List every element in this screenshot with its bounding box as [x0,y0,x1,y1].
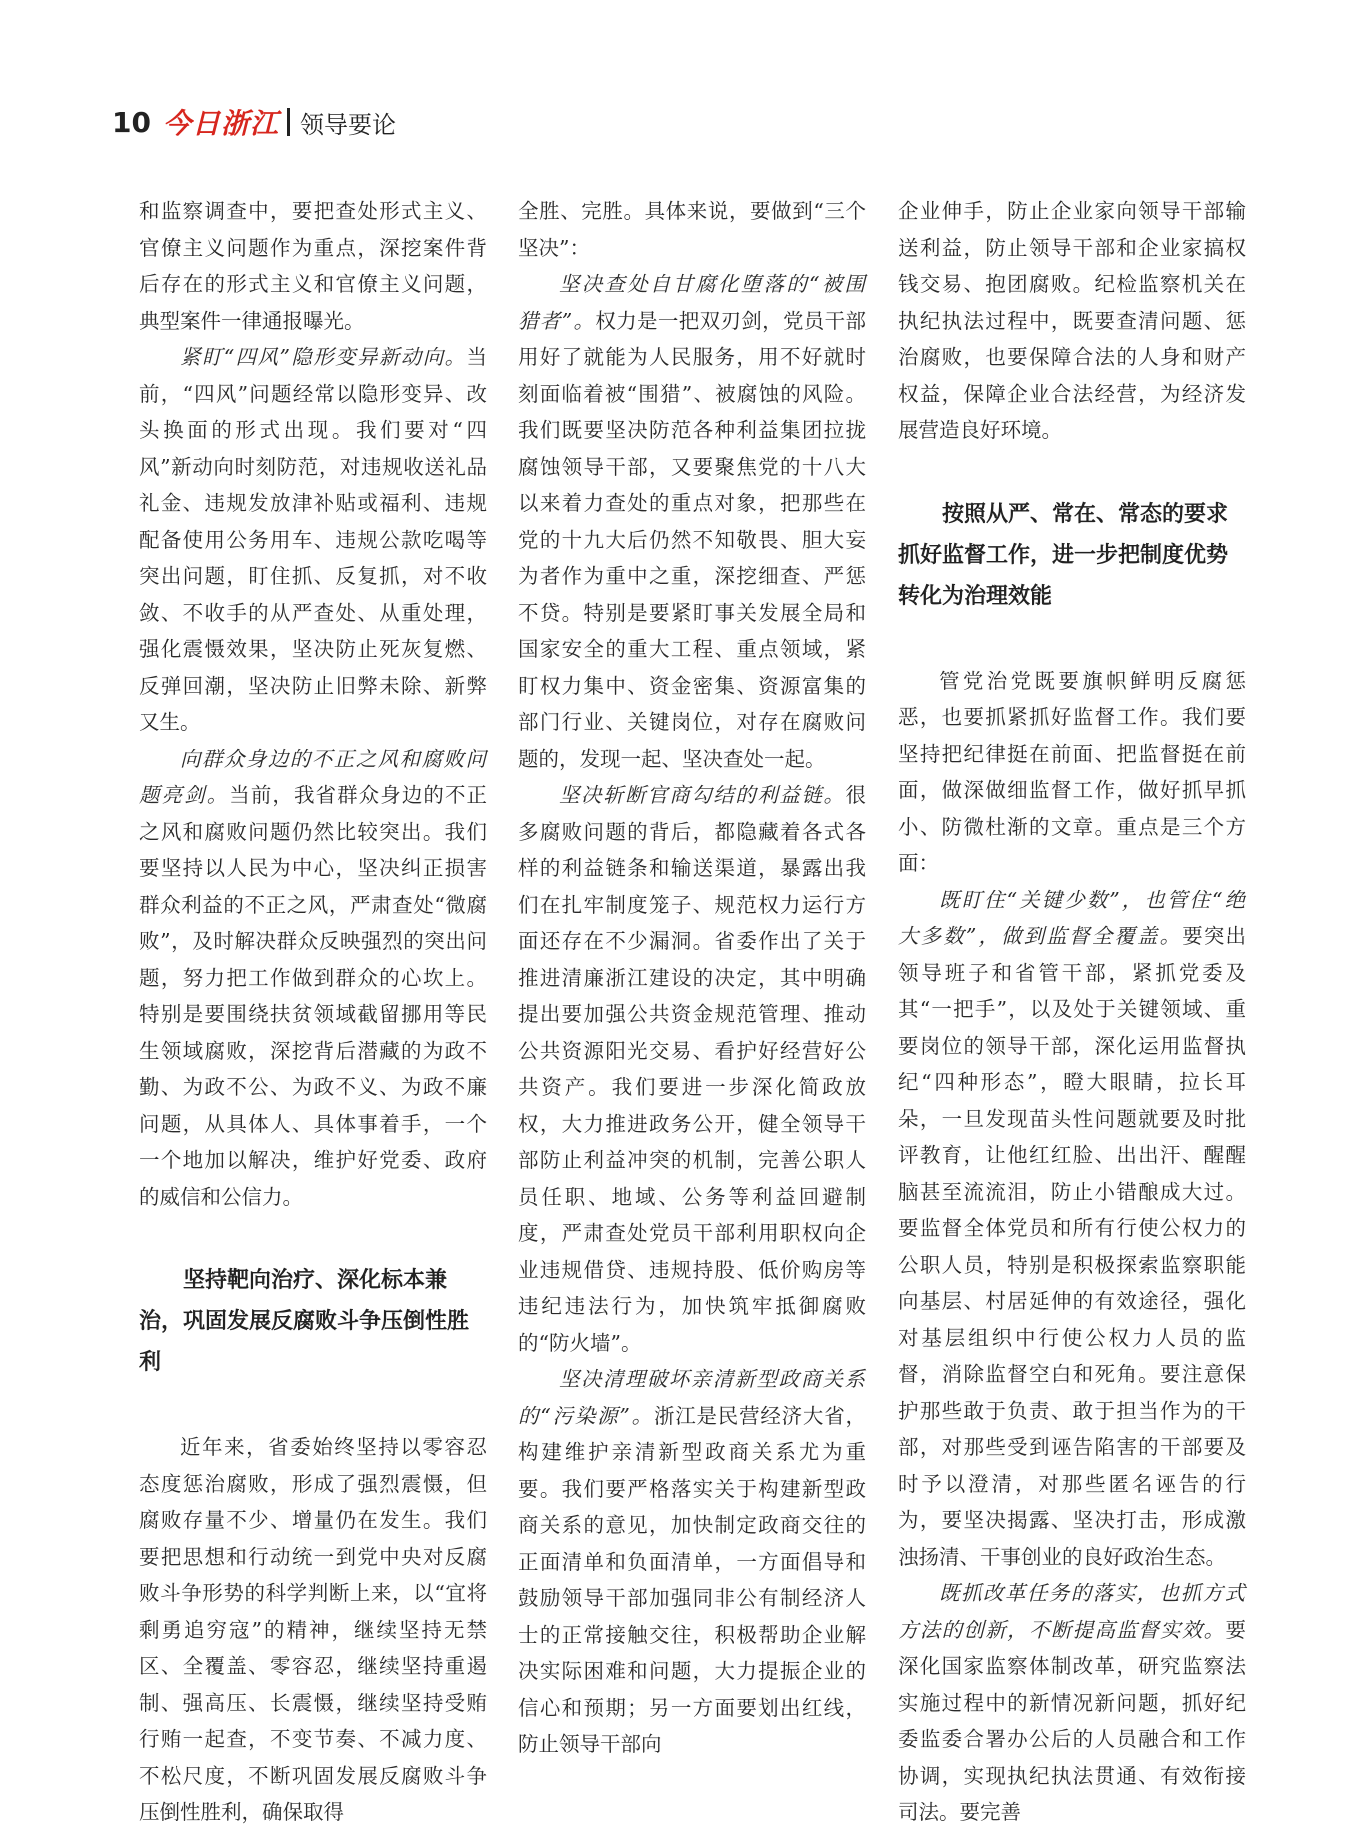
paragraph-lead: 紧盯“四风”隐形变异新动向。 [180,345,467,369]
paragraph-body: 要深化国家监察体制改革，研究监察法实施过程中的新情况新问题，抓好纪委监委合署办公后的人员融合和工作协调，实现执纪执法贯通、有效衔接司法。要完善 [898,1617,1246,1824]
paragraph-lead: 坚决查处自甘腐化堕落的“被围猎者”。 [518,272,866,333]
paragraph-body: 当前，“四风”问题经常以隐形变异、改头换面的形式出现。我们要对“四风”新动向时刻防范，对违规收送礼品礼金、违规发放津补贴或福利、违规配备使用公务用车、违规公款吃喝等突出问题，盯住抓、反复抓，对不收敛、不收手的从严查处、从重处理，强化震慑效果，坚决防止死灰复燃、反弹回潮，坚决防止旧弊未除、新弊又生。 [139,345,487,734]
paragraph-lead: 坚决清理破坏亲清新型政商关系的“污染源”。 [518,1367,866,1428]
paragraph [898,1575,1246,1831]
paragraph [518,777,866,1361]
paragraph-lead: 坚决斩断官商勾结的利益链。 [559,783,846,807]
page-header [112,100,396,144]
article-column-3 [898,193,1246,1831]
article-column-2 [518,193,866,1763]
paragraph: 全胜、完胜。具体来说，要做到“三个坚决”： [518,199,866,260]
paragraph: 管党治党既要旗帜鲜明反腐惩恶，也要抓紧抓好监督工作。我们要坚持把纪律挺在前面、把监督挺在前面，做深做细监督工作，做好抓早抓小、防微杜渐的文章。重点是三个方面： [898,668,1246,875]
paragraph-body: 权力是一把双刃剑，党员干部用好了就能为人民服务，用不好就时刻面临着被“围猎”、被腐蚀的风险。我们既要坚决防范各种利益集团拉拢腐蚀领导干部，又要聚焦党的十八大以来着力查处的重点对象，把那些在党的十九大后仍然不知敬畏、胆大妄为者作为重中之重，深挖细查、严惩不贷。特别是要紧盯事关发展全局和国家安全的重大工程、重点领域，紧盯权力集中、资金密集、资源富集的部门行业、关键岗位，对存在腐败问题的，发现一起、坚决查处一起。 [518,308,866,771]
paragraph-lead: 既盯住“关键少数”，也管住“绝大多数”，做到监督全覆盖。 [898,887,1246,948]
paragraph-lead: 向群众身边的不正之风和腐败问题亮剑。 [139,746,487,807]
section-title: 领导要论 [299,110,396,139]
paragraph [898,882,1246,1576]
section-heading: 按照从严、常在、常态的要求抓好监督工作，进一步把制度优势转化为治理效能 [898,501,1229,609]
paragraph [139,339,487,741]
section-heading: 坚持靶向治疗、深化标本兼治，巩固发展反腐败斗争压倒性胜利 [139,1268,470,1375]
paragraph: 近年来，省委始终坚持以零容忍态度惩治腐败，形成了强烈震慑，但腐败存量不少、增量仍在发生。我们要把思想和行动统一到党中央对反腐败斗争形势的科学判断上来，以“宜将剩勇追穷寇”的精神，继续坚持无禁区、全覆盖、零容忍，继续坚持重遏制、强高压、长震慑，继续坚持受贿行贿一起查，不变节奏、不减力度、不松尺度，不断巩固发展反腐败斗争压倒性胜利，确保取得 [139,1435,487,1824]
paragraph [518,1361,866,1763]
paragraph-body: 很多腐败问题的背后，都隐藏着各式各样的利益链条和输送渠道，暴露出我们在扎牢制度笼子、规范权力运行方面还存在不少漏洞。省委作出了关于推进清廉浙江建设的决定，其中明确提出要加强公共资金规范管理、推动公共资源阳光交易、看护好经营好公共资产。我们要进一步深化简政放权，大力推进政务公开，健全领导干部防止利益冲突的机制，完善公职人员任职、地域、公务等利益回避制度，严肃查处党员干部利用职权向企业违规借贷、违规持股、低价购房等违纪违法行为，加快筑牢抵御腐败的“防火墙”。 [518,783,866,1355]
magazine-logo: 今日浙江 [162,107,279,140]
header-divider [287,108,290,136]
paragraph: 和监察调查中，要把查处形式主义、官僚主义问题作为重点，深挖案件背后存在的形式主义和官僚主义问题，典型案件一律通报曝光。 [139,199,487,333]
paragraph-lead: 既抓改革任务的落实，也抓方式方法的创新，不断提高监督实效。 [898,1581,1246,1642]
article-column-1 [139,193,487,1831]
paragraph [518,266,866,777]
paragraph [139,741,487,1216]
page-number: 10 [112,105,151,139]
paragraph-body: 当前，我省群众身边的不正之风和腐败问题仍然比较突出。我们要坚持以人民为中心，坚决纠正损害群众利益的不正之风，严肃查处“微腐败”，及时解决群众反映强烈的突出问题，努力把工作做到群众的心坎上。特别是要围绕扶贫领域截留挪用等民生领域腐败，深挖背后潜藏的为政不勤、为政不公、为政不义、为政不廉问题，从具体人、具体事着手，一个一个地加以解决，维护好党委、政府的威信和公信力。 [139,783,488,1209]
paragraph-body: 浙江是民营经济大省，构建维护亲清新型政商关系尤为重要。我们要严格落实关于构建新型政商关系的意见，加快制定政商交往的正面清单和负面清单，一方面倡导和鼓励领导干部加强同非公有制经济人士的正常接触交往，积极帮助企业解决实际困难和问题，大力提振企业的信心和预期；另一方面要划出红线，防止领导干部向 [518,1403,867,1756]
paragraph-body: 要突出领导班子和省管干部，紧抓党委及其“一把手”，以及处于关键领域、重要岗位的领导干部，深化运用监督执纪“四种形态”，瞪大眼睛，拉长耳朵，一旦发现苗头性问题就要及时批评教育，让他红红脸、出出汗、醒醒脑甚至流流泪，防止小错酿成大过。要监督全体党员和所有行使公权力的公职人员，特别是积极探索监察职能向基层、村居延伸的有效途径，强化对基层组织中行使公权力人员的监督，消除监督空白和死角。要注意保护那些敢于负责、敢于担当作为的干部，对那些受到诬告陷害的干部要及时予以澄清，对那些匿名诬告的行为，要坚决揭露、坚决打击，形成激浊扬清、干事创业的良好政治生态。 [898,924,1247,1569]
paragraph: 企业伸手，防止企业家向领导干部输送利益，防止领导干部和企业家搞权钱交易、抱团腐败。纪检监察机关在执纪执法过程中，既要查清问题、惩治腐败，也要保障合法的人身和财产权益，保障企业合法经营，为经济发展营造良好环境。 [898,199,1246,442]
